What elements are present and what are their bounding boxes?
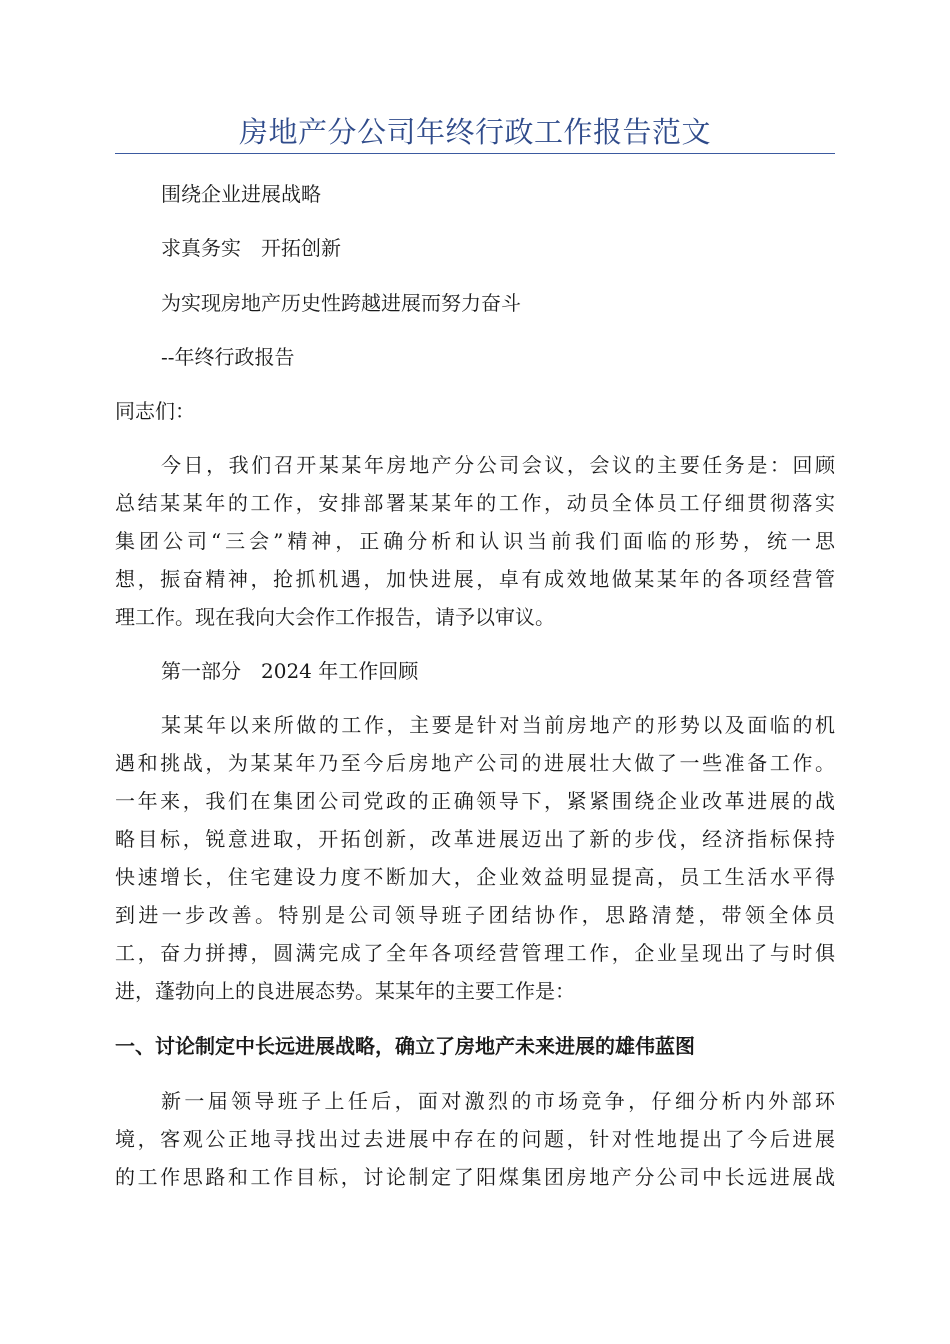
paragraph-line: 集团公司“三会”精神，正确分析和认识当前我们面临的形势，统一思 <box>115 529 835 553</box>
paragraph-line: 遇和挑战，为某某年乃至今后房地产公司的进展壮大做了一些准备工作。 <box>115 751 835 775</box>
paragraph-line: 想，振奋精神，抢抓机遇，加快进展，卓有成效地做某某年的各项经营管 <box>115 567 835 591</box>
salutation: 同志们： <box>115 399 195 423</box>
paragraph-line: 境，客观公正地寻找出过去进展中存在的问题，针对性地提出了今后进展 <box>115 1127 835 1151</box>
paragraph-line: 总结某某年的工作，安排部署某某年的工作，动员全体员工仔细贯彻落实 <box>115 491 835 515</box>
document-title: 房地产分公司年终行政工作报告范文 <box>238 115 711 149</box>
header-line-1: 围绕企业进展战略 <box>161 182 321 206</box>
paragraph-strategy <box>115 1082 835 1196</box>
header-line-3: 为实现房地产历史性跨越进展而努力奋斗 <box>161 291 521 315</box>
paragraph-line: 到进一步改善。特别是公司领导班子团结协作，思路清楚，带领全体员 <box>115 903 835 927</box>
bold-heading-1: 一、讨论制定中长远进展战略，确立了房地产未来进展的雄伟蓝图 <box>115 1034 695 1058</box>
paragraph-line: 进，蓬勃向上的良进展态势。某某年的主要工作是： <box>115 979 575 1003</box>
paragraph-line: 理工作。现在我向大会作工作报告，请予以审议。 <box>115 605 555 629</box>
paragraph-review <box>115 706 835 1010</box>
paragraph-line: 新一届领导班子上任后，面对激烈的市场竞争，仔细分析内外部环 <box>161 1089 835 1113</box>
paragraph-line: 工，奋力拼搏，圆满完成了全年各项经营管理工作，企业呈现出了与时俱 <box>115 941 835 965</box>
paragraph-line: 略目标，锐意进取，开拓创新，改革进展迈出了新的步伐，经济指标保持 <box>115 827 835 851</box>
paragraph-intro <box>115 446 835 636</box>
paragraph-line: 一年来，我们在集团公司党政的正确领导下，紧紧围绕企业改革进展的战 <box>115 789 835 813</box>
paragraph-line: 某某年以来所做的工作，主要是针对当前房地产的形势以及面临的机 <box>161 713 835 737</box>
paragraph-line: 今日，我们召开某某年房地产分公司会议，会议的主要任务是：回顾 <box>161 453 835 477</box>
section-heading: 第一部分 2024 年工作回顾 <box>161 659 419 683</box>
paragraph-line: 的工作思路和工作目标，讨论制定了阳煤集团房地产分公司中长远进展战 <box>115 1165 835 1189</box>
title-underline <box>115 153 835 154</box>
paragraph-line: 快速增长，住宅建设力度不断加大，企业效益明显提高，员工生活水平得 <box>115 865 835 889</box>
header-line-2: 求真务实 开拓创新 <box>161 236 341 260</box>
header-line-4: --年终行政报告 <box>161 345 295 369</box>
